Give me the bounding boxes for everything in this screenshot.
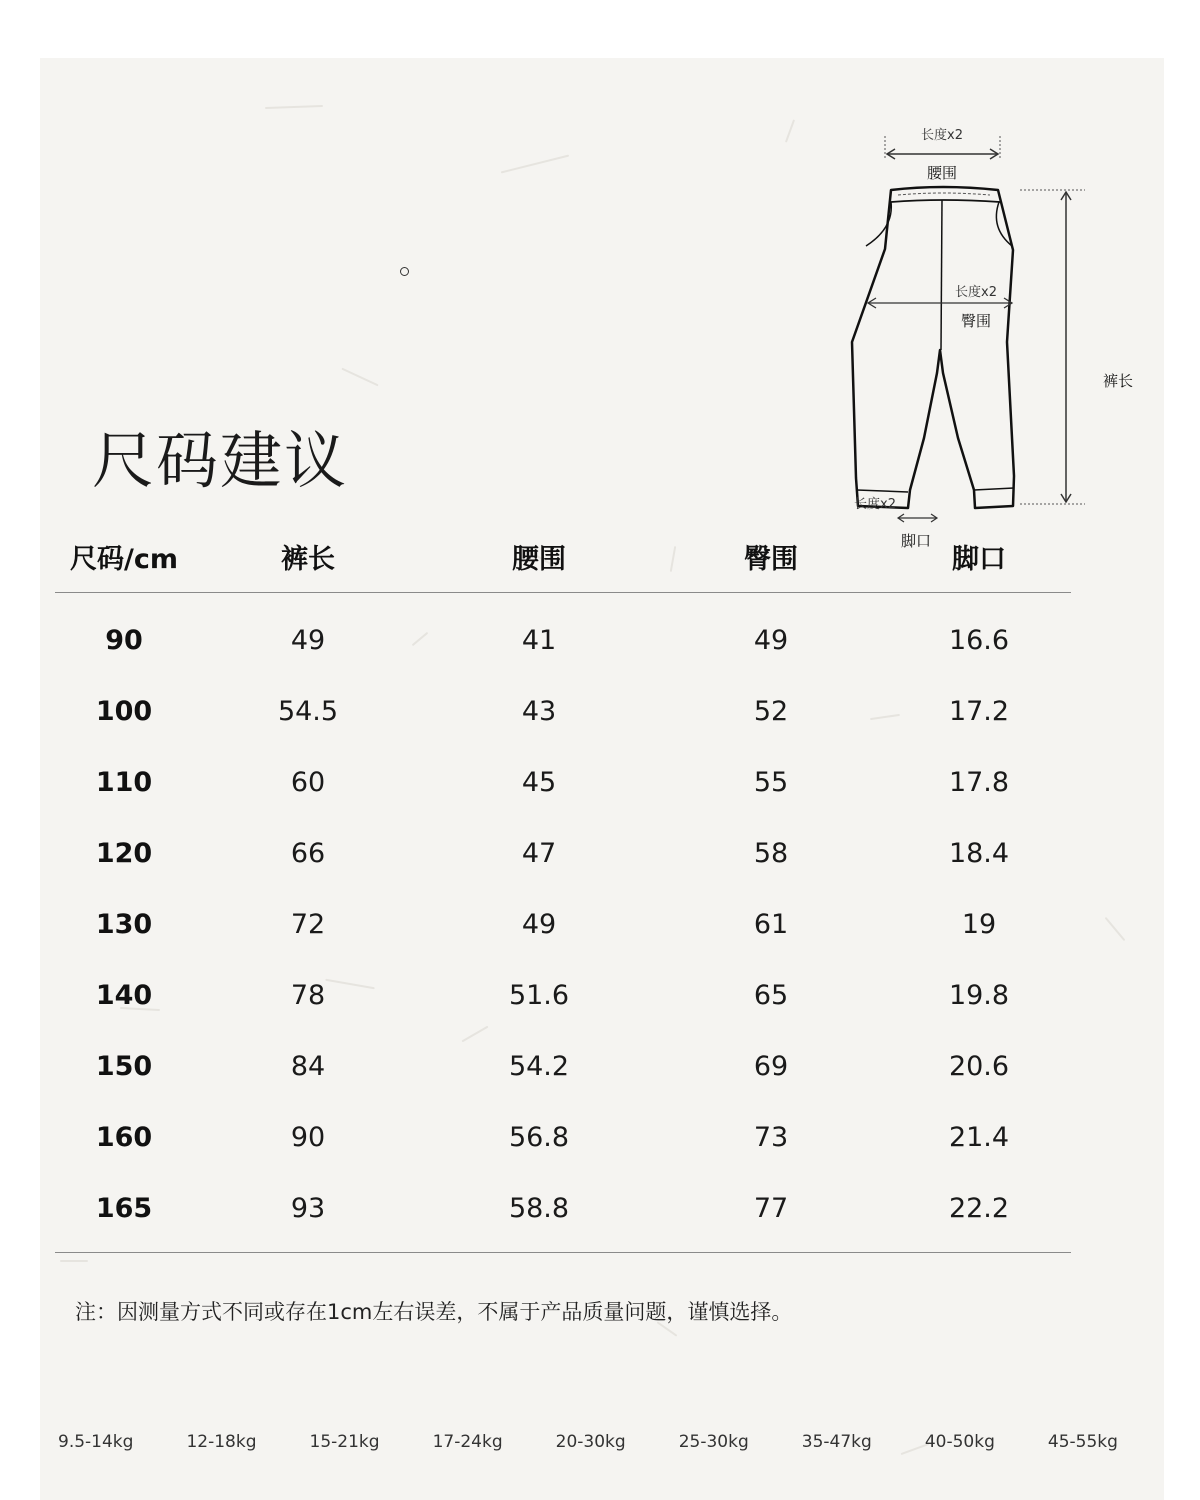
cuff-note: 长度x2 [854, 497, 896, 512]
cell-cuff: 18.4 [948, 838, 1010, 869]
page-title: 尺码建议 [92, 424, 349, 497]
cell-size: 165 [55, 1173, 193, 1253]
pants-measurement-diagram [840, 118, 1140, 550]
cell-hip: 73 [753, 1122, 789, 1153]
cell-hip: 69 [753, 1051, 789, 1082]
weight-range-label: 20-30kg [555, 1432, 626, 1452]
decorative-dot [400, 267, 409, 276]
hip-note: 长度x2 [955, 285, 997, 300]
pants-diagram-svg [840, 118, 1140, 550]
cell-length: 60 [290, 767, 326, 798]
size-table [55, 520, 1071, 1253]
cell-length: 78 [290, 980, 326, 1011]
weight-range-label: 17-24kg [432, 1432, 503, 1452]
cell-size: 100 [95, 696, 153, 727]
weight-range-label: 12-18kg [186, 1432, 257, 1452]
cell-hip: 61 [753, 909, 789, 940]
cell-waist: 49 [521, 909, 557, 940]
cell-hip: 77 [655, 1173, 887, 1253]
weight-range-label: 25-30kg [678, 1432, 749, 1452]
cell-waist: 43 [521, 696, 557, 727]
cell-waist: 54.2 [508, 1051, 570, 1082]
header-hip: 臀围 [655, 520, 887, 593]
weight-range-strip [58, 1432, 1118, 1452]
header-length: 裤长 [193, 520, 423, 593]
cell-length: 93 [193, 1173, 423, 1253]
weight-range-label: 15-21kg [309, 1432, 380, 1452]
cuff-label: 脚口 [900, 532, 932, 550]
cell-length: 54.5 [277, 696, 339, 727]
weight-range-label: 35-47kg [801, 1432, 872, 1452]
hip-label: 臀围 [960, 312, 992, 330]
weight-range-label: 40-50kg [924, 1432, 995, 1452]
weight-range-label: 45-55kg [1047, 1432, 1118, 1452]
cell-hip: 52 [753, 696, 789, 727]
cell-cuff: 17.2 [948, 696, 1010, 727]
cell-size: 130 [95, 909, 153, 940]
table-row [55, 818, 1071, 889]
cell-cuff: 20.6 [948, 1051, 1010, 1082]
table-row [55, 960, 1071, 1031]
cell-waist: 56.8 [508, 1122, 570, 1153]
table-row [55, 676, 1071, 747]
cell-size: 140 [95, 980, 153, 1011]
cell-waist: 58.8 [423, 1173, 655, 1253]
cell-hip: 65 [753, 980, 789, 1011]
table-row [55, 889, 1071, 960]
table-row [55, 1173, 1071, 1253]
cell-size: 150 [95, 1051, 153, 1082]
cell-waist: 51.6 [508, 980, 570, 1011]
cell-size: 120 [95, 838, 153, 869]
table-header-row [55, 520, 1071, 593]
cell-waist: 45 [521, 767, 557, 798]
table-row [55, 1102, 1071, 1173]
header-waist: 腰围 [423, 520, 655, 593]
cell-hip: 49 [753, 625, 789, 656]
cell-length: 66 [290, 838, 326, 869]
table-row [55, 1031, 1071, 1102]
cell-cuff: 16.6 [948, 625, 1010, 656]
cell-size: 160 [95, 1122, 153, 1153]
cell-length: 90 [290, 1122, 326, 1153]
cell-cuff: 19 [961, 909, 997, 940]
cell-hip: 55 [753, 767, 789, 798]
waist-note: 长度x2 [921, 128, 963, 143]
cell-size: 90 [105, 625, 143, 656]
cell-length: 49 [290, 625, 326, 656]
header-cuff: 脚口 [887, 520, 1071, 593]
cell-hip: 58 [753, 838, 789, 869]
header-size: 尺码/cm [55, 520, 193, 593]
length-label: 裤长 [1102, 372, 1134, 390]
cell-waist: 41 [521, 625, 557, 656]
cell-cuff: 17.8 [948, 767, 1010, 798]
table-row [55, 593, 1071, 677]
cell-cuff: 22.2 [887, 1173, 1071, 1253]
table-row [55, 747, 1071, 818]
cell-cuff: 19.8 [948, 980, 1010, 1011]
cell-length: 72 [290, 909, 326, 940]
cell-size: 110 [95, 767, 153, 798]
cell-waist: 47 [521, 838, 557, 869]
cell-cuff: 21.4 [948, 1122, 1010, 1153]
measurement-note: 注：因测量方式不同或存在1cm左右误差，不属于产品质量问题，谨慎选择。 [75, 1300, 793, 1324]
weight-range-label: 9.5-14kg [58, 1432, 134, 1452]
cell-length: 84 [290, 1051, 326, 1082]
waist-label: 腰围 [926, 164, 958, 182]
